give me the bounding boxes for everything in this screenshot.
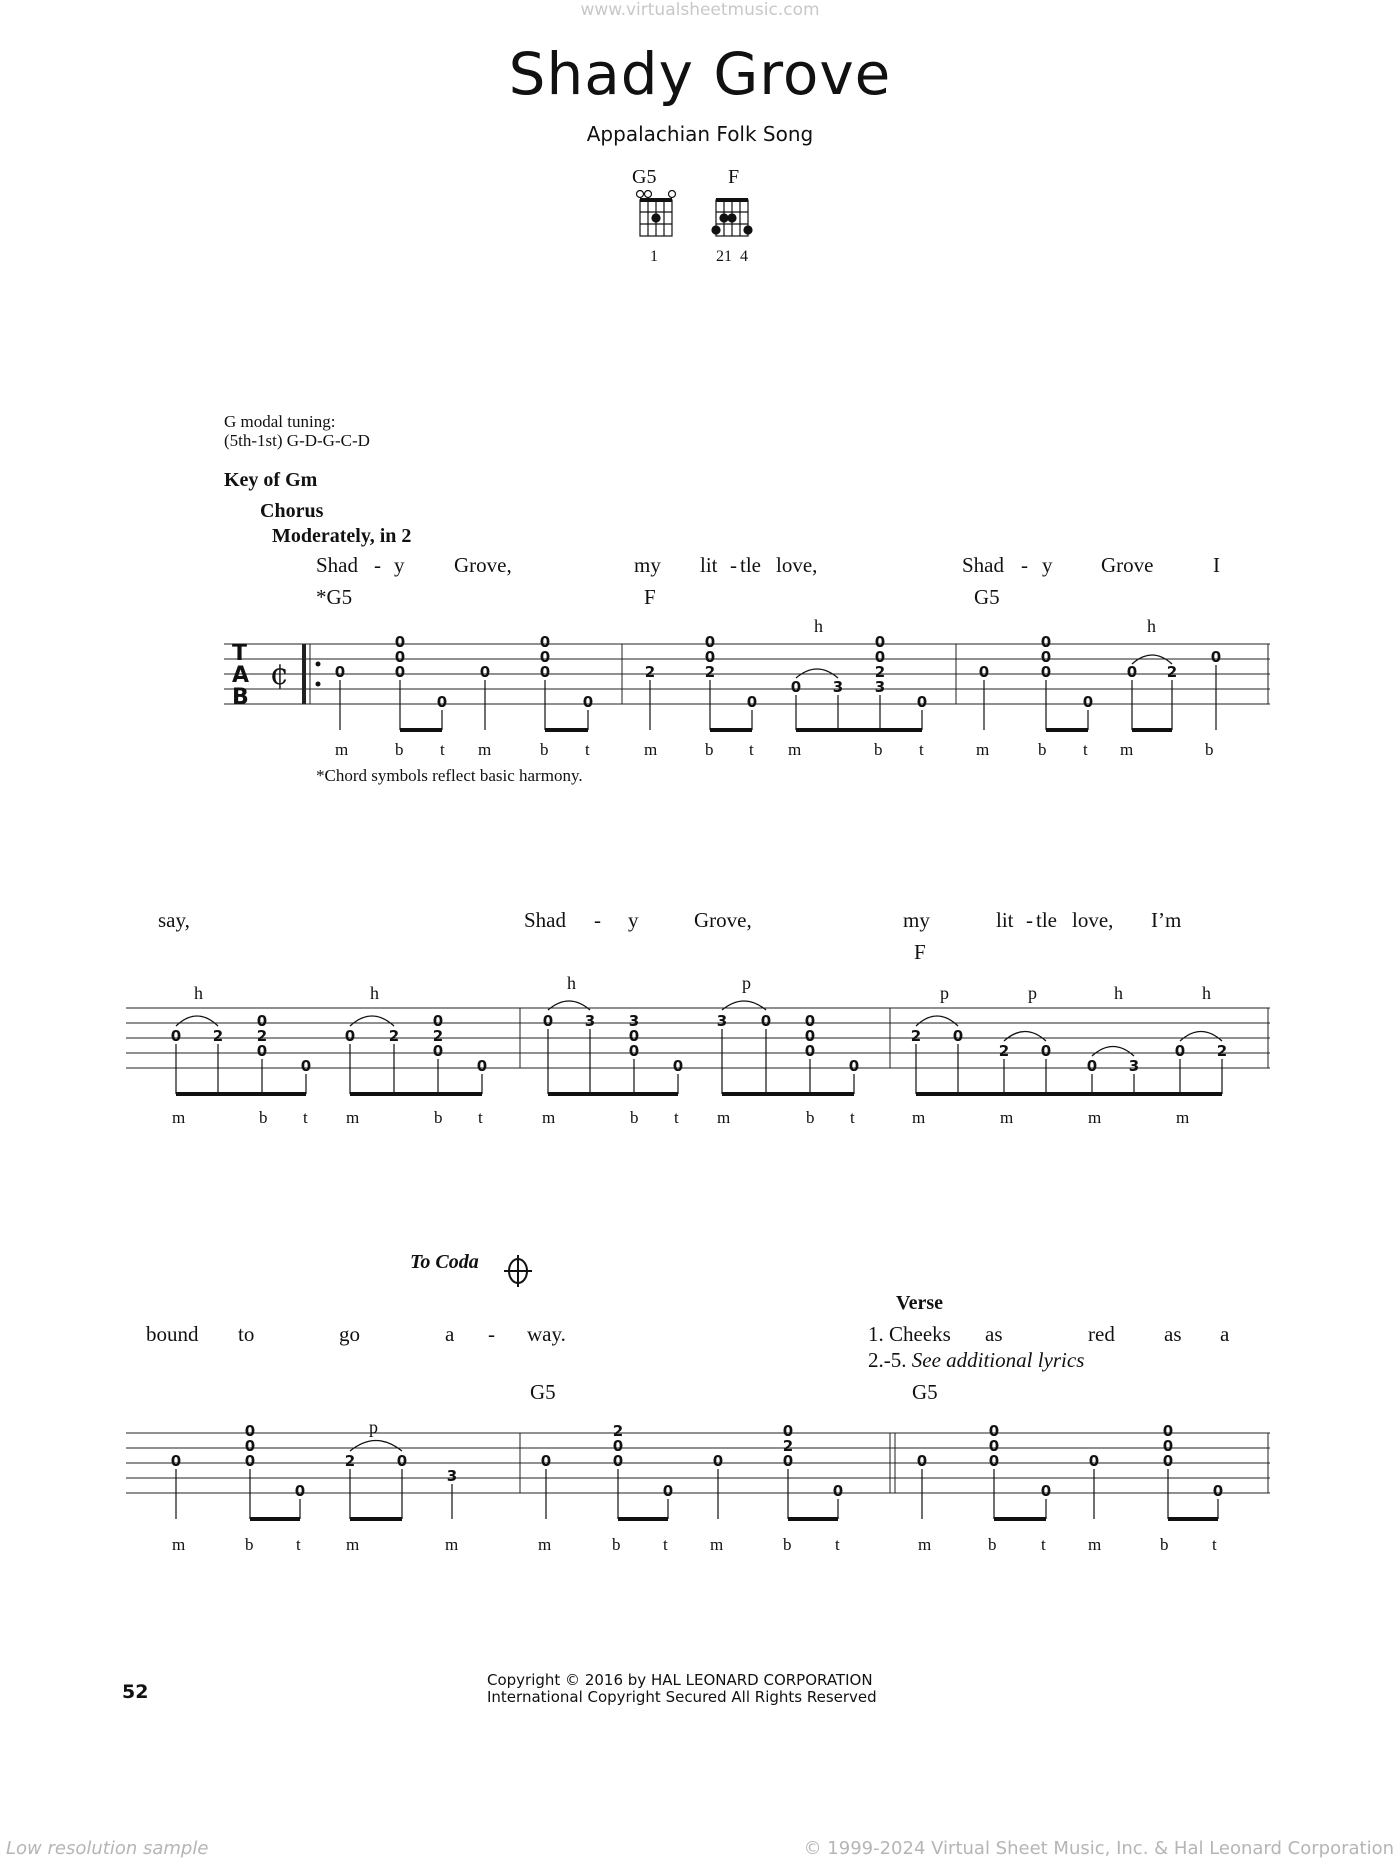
stroke-letter: m [445, 1535, 459, 1554]
page-number: 52 [122, 1681, 149, 1703]
svg-text:0: 0 [704, 633, 716, 651]
watermark-copyright: © 1999-2024 Virtual Sheet Music, Inc. & Hal Leonard Corporation [803, 1838, 1394, 1859]
stroke-letter: b [1160, 1535, 1169, 1554]
tab-clef [232, 641, 249, 710]
lyric-syllable: - [594, 908, 601, 932]
stroke-letter: b [988, 1535, 997, 1554]
chord-symbol: G5 [974, 585, 1000, 609]
svg-text:0: 0 [1210, 648, 1222, 666]
svg-text:0: 0 [436, 693, 448, 711]
stroke-letter: t [919, 740, 924, 759]
stroke-letter: t [440, 740, 445, 759]
chord-diagram-f-name: F [728, 166, 740, 188]
svg-text:0: 0 [1086, 1057, 1098, 1075]
section-verse-label: Verse [896, 1292, 944, 1314]
verse-numbers: 2.-5. [868, 1348, 907, 1372]
see-additional-lyrics: See additional lyrics [911, 1348, 1085, 1372]
chord-footnote: *Chord symbols reflect basic harmony. [316, 766, 583, 785]
stroke-letter: b [245, 1535, 254, 1554]
chord-symbol: *G5 [316, 585, 353, 609]
svg-text:0: 0 [244, 1422, 256, 1440]
slurs-3 [350, 1441, 402, 1452]
copyright-line-1: Copyright © 2016 by HAL LEONARD CORPORATION [487, 1671, 873, 1689]
lyric-syllable: Shad [962, 553, 1004, 577]
svg-text:2: 2 [612, 1422, 624, 1440]
svg-text:0: 0 [874, 648, 886, 666]
svg-text:3: 3 [628, 1012, 640, 1030]
svg-text:2: 2 [910, 1027, 922, 1045]
svg-text:0: 0 [256, 1042, 268, 1060]
stroke-letter: m [542, 1108, 556, 1127]
svg-text:0: 0 [432, 1042, 444, 1060]
stroke-letter: m [976, 740, 990, 759]
chord-diagram-f [712, 200, 752, 236]
stroke-letter: t [749, 740, 754, 759]
stroke-letter: m [346, 1108, 360, 1127]
lyric-syllable: lit [996, 908, 1014, 932]
svg-text:0: 0 [952, 1027, 964, 1045]
lyric-syllable: a [445, 1322, 455, 1346]
pull-off-mark: p [369, 1417, 378, 1437]
stroke-letter: t [585, 740, 590, 759]
stroke-letter: b [783, 1535, 792, 1554]
stroke-letter: b [259, 1108, 268, 1127]
svg-text:0: 0 [582, 693, 594, 711]
svg-text:0: 0 [832, 1482, 844, 1500]
svg-text:2: 2 [388, 1027, 400, 1045]
svg-text:0: 0 [1174, 1042, 1186, 1060]
svg-text:0: 0 [988, 1422, 1000, 1440]
hammer-on-mark: h [1114, 983, 1123, 1003]
svg-text:B: B [232, 685, 249, 710]
svg-text:2: 2 [212, 1027, 224, 1045]
lyric-syllable: - [1021, 553, 1028, 577]
stroke-letter: b [630, 1108, 639, 1127]
svg-text:3: 3 [716, 1012, 728, 1030]
pull-off-mark: p [940, 983, 949, 1003]
lyric-syllable: tle [740, 553, 761, 577]
svg-text:0: 0 [988, 1437, 1000, 1455]
lyric-syllable: Shad [316, 553, 358, 577]
tuning-line-1: G modal tuning: [224, 412, 336, 431]
svg-text:0: 0 [790, 678, 802, 696]
stroke-letter: t [663, 1535, 668, 1554]
stroke-letter: b [806, 1108, 815, 1127]
stroke-letter: m [710, 1535, 724, 1554]
stroke-letter: m [918, 1535, 932, 1554]
stroke-letter: t [296, 1535, 301, 1554]
svg-text:0: 0 [704, 648, 716, 666]
stroke-letter: b [395, 740, 404, 759]
lyric-syllable: - [374, 553, 381, 577]
lyric-syllable: say, [158, 908, 190, 932]
svg-text:3: 3 [1128, 1057, 1140, 1075]
lyric-syllable: as [985, 1322, 1003, 1346]
stroke-letter: m [172, 1108, 186, 1127]
hammer-on-mark: h [1147, 616, 1156, 636]
pull-off-mark: p [1028, 983, 1037, 1003]
lyric-syllable: a [1220, 1322, 1230, 1346]
svg-text:0: 0 [256, 1012, 268, 1030]
svg-text:3: 3 [874, 678, 886, 696]
hammer-on-mark: h [567, 973, 576, 993]
svg-text:0: 0 [760, 1012, 772, 1030]
svg-text:0: 0 [848, 1057, 860, 1075]
song-title: Shady Grove [508, 40, 892, 108]
stroke-letter: t [850, 1108, 855, 1127]
lyric-syllable: y [628, 908, 639, 932]
stroke-letter: t [1212, 1535, 1217, 1554]
svg-text:0: 0 [479, 663, 491, 681]
hammer-on-mark: h [194, 983, 203, 1003]
slurs-2 [176, 1001, 1222, 1056]
copyright-line-2: International Copyright Secured All Rights Reserved [487, 1688, 877, 1706]
svg-text:2: 2 [782, 1437, 794, 1455]
stroke-letter: m [1176, 1108, 1190, 1127]
stroke-letter: m [335, 740, 349, 759]
stroke-letter: b [874, 740, 883, 759]
chord-diagram-g5-name: G5 [632, 166, 657, 188]
svg-text:0: 0 [394, 648, 406, 666]
stroke-letter: m [346, 1535, 360, 1554]
lyric-syllable: - [730, 553, 737, 577]
svg-text:2: 2 [1166, 663, 1178, 681]
chord-symbol: F [914, 940, 926, 964]
svg-text:A: A [232, 663, 250, 688]
stroke-letter: m [1088, 1535, 1102, 1554]
chord-symbol: G5 [530, 1380, 556, 1404]
lyric-syllable: y [394, 553, 405, 577]
lyric-syllable: Grove, [454, 553, 512, 577]
pull-off-mark: p [742, 973, 751, 993]
lyric-syllable: tle [1036, 908, 1057, 932]
svg-text:3: 3 [832, 678, 844, 696]
song-subtitle: Appalachian Folk Song [586, 122, 814, 146]
svg-text:0: 0 [746, 693, 758, 711]
stroke-letter: t [835, 1535, 840, 1554]
lyric-syllable: love, [776, 553, 818, 577]
to-coda-label: To Coda [410, 1251, 479, 1273]
chord-diagram-f-fingering: 21 4 [716, 248, 748, 265]
stroke-letter: b [1205, 740, 1214, 759]
svg-text:0: 0 [170, 1027, 182, 1045]
svg-text:0: 0 [662, 1482, 674, 1500]
lyric-syllable: lit [700, 553, 718, 577]
stroke-letter: m [538, 1535, 552, 1554]
copyright-notice [487, 1672, 877, 1706]
stroke-letter: m [912, 1108, 926, 1127]
svg-text:2: 2 [432, 1027, 444, 1045]
stroke-letter: m [172, 1535, 186, 1554]
svg-text:0: 0 [628, 1042, 640, 1060]
lyric-syllable: I’m [1151, 908, 1182, 932]
svg-text:0: 0 [804, 1042, 816, 1060]
stroke-letter: m [478, 740, 492, 759]
lyric-syllable: my [634, 553, 661, 577]
lyric-syllable: I [1213, 553, 1220, 577]
svg-text:T: T [232, 641, 248, 666]
stems-3 [176, 1469, 1218, 1519]
stroke-letter: m [717, 1108, 731, 1127]
svg-text:0: 0 [300, 1057, 312, 1075]
lyric-syllable: love, [1072, 908, 1114, 932]
tempo-marking: Moderately, in 2 [272, 525, 412, 547]
key-signature-label: Key of Gm [224, 469, 318, 491]
lyric-syllable: Grove, [694, 908, 752, 932]
svg-text:0: 0 [1040, 663, 1052, 681]
hammer-on-mark: h [814, 616, 823, 636]
svg-text:0: 0 [539, 663, 551, 681]
hammer-on-mark: h [370, 983, 379, 1003]
svg-text:0: 0 [916, 693, 928, 711]
stems-2 [176, 1029, 1222, 1094]
svg-text:0: 0 [1040, 633, 1052, 651]
svg-text:0: 0 [432, 1012, 444, 1030]
lyric-syllable: to [238, 1322, 255, 1346]
stroke-letter: t [1083, 740, 1088, 759]
tab-staff-2 [126, 1008, 1270, 1068]
svg-text:0: 0 [988, 1452, 1000, 1470]
svg-text:2: 2 [998, 1042, 1010, 1060]
svg-text:0: 0 [1162, 1452, 1174, 1470]
svg-text:0: 0 [916, 1452, 928, 1470]
svg-text:0: 0 [978, 663, 990, 681]
svg-text:0: 0 [1126, 663, 1138, 681]
svg-text:0: 0 [782, 1452, 794, 1470]
svg-text:0: 0 [712, 1452, 724, 1470]
chord-symbol: G5 [912, 1380, 938, 1404]
lyric-syllable: way. [527, 1322, 566, 1346]
svg-text:2: 2 [644, 663, 656, 681]
watermark-sample: Low resolution sample [6, 1838, 209, 1859]
lyric-syllable: go [339, 1322, 360, 1346]
svg-text:0: 0 [244, 1437, 256, 1455]
svg-text:2: 2 [256, 1027, 268, 1045]
svg-text:0: 0 [394, 633, 406, 651]
chord-diagram-g5-fingering: 1 [650, 248, 658, 265]
lyric-syllable: Shad [524, 908, 566, 932]
svg-text:0: 0 [804, 1027, 816, 1045]
stroke-letter: b [434, 1108, 443, 1127]
svg-text:0: 0 [1040, 648, 1052, 666]
svg-text:0: 0 [396, 1452, 408, 1470]
svg-text:0: 0 [1162, 1422, 1174, 1440]
svg-text:0: 0 [344, 1027, 356, 1045]
svg-text:0: 0 [540, 1452, 552, 1470]
svg-text:0: 0 [394, 663, 406, 681]
tab-fret-numbers-2 [171, 1012, 1227, 1075]
coda-icon [504, 1255, 532, 1287]
svg-text:0: 0 [244, 1452, 256, 1470]
svg-text:0: 0 [628, 1027, 640, 1045]
lyric-syllable: - [1026, 908, 1033, 932]
svg-text:0: 0 [1040, 1042, 1052, 1060]
svg-text:3: 3 [446, 1467, 458, 1485]
tab-fret-numbers-3 [171, 1422, 1223, 1500]
svg-text:2: 2 [344, 1452, 356, 1470]
svg-text:0: 0 [612, 1437, 624, 1455]
svg-text:0: 0 [294, 1482, 306, 1500]
stroke-letter: m [788, 740, 802, 759]
stroke-letter: m [1088, 1108, 1102, 1127]
svg-text:0: 0 [1212, 1482, 1224, 1500]
svg-text:0: 0 [1088, 1452, 1100, 1470]
stroke-letter: t [1041, 1535, 1046, 1554]
svg-text:0: 0 [1082, 693, 1094, 711]
chord-diagram-g5 [637, 191, 676, 237]
lyric-syllable: - [488, 1322, 495, 1346]
stroke-letter: m [1000, 1108, 1014, 1127]
hammer-on-mark: h [1202, 983, 1211, 1003]
svg-text:0: 0 [170, 1452, 182, 1470]
svg-text:0: 0 [1040, 1482, 1052, 1500]
svg-text:2: 2 [874, 663, 886, 681]
svg-text:0: 0 [804, 1012, 816, 1030]
svg-text:0: 0 [672, 1057, 684, 1075]
svg-text:0: 0 [542, 1012, 554, 1030]
stroke-letter: t [303, 1108, 308, 1127]
stroke-letter: b [1038, 740, 1047, 759]
svg-text:2: 2 [1216, 1042, 1228, 1060]
lyric-syllable: my [903, 908, 930, 932]
tab-fret-numbers-1 [335, 633, 1221, 711]
lyric-syllable: y [1042, 553, 1053, 577]
svg-text:0: 0 [1162, 1437, 1174, 1455]
stroke-letter: b [540, 740, 549, 759]
lyric-syllable: red [1088, 1322, 1115, 1346]
stroke-letter: m [644, 740, 658, 759]
svg-text:0: 0 [874, 633, 886, 651]
lyric-syllable: as [1164, 1322, 1182, 1346]
svg-text:0: 0 [334, 663, 346, 681]
svg-text:0: 0 [539, 633, 551, 651]
svg-text:2: 2 [704, 663, 716, 681]
cut-time-symbol: ¢ [270, 657, 290, 692]
svg-text:0: 0 [539, 648, 551, 666]
stroke-letter: m [1120, 740, 1134, 759]
lyric-syllable: 1. Cheeks [868, 1322, 951, 1346]
svg-text:0: 0 [782, 1422, 794, 1440]
tuning-line-2: (5th-1st) G-D-G-C-D [224, 431, 370, 450]
svg-text:0: 0 [612, 1452, 624, 1470]
chord-symbol: F [644, 585, 656, 609]
stroke-letter: t [674, 1108, 679, 1127]
lyric-syllable: bound [146, 1322, 199, 1346]
stroke-letter: b [705, 740, 714, 759]
svg-text:3: 3 [584, 1012, 596, 1030]
section-chorus-label: Chorus [260, 500, 324, 522]
stroke-letter: b [612, 1535, 621, 1554]
lyric-syllable: Grove [1101, 553, 1154, 577]
watermark-url: www.virtualsheetmusic.com [580, 0, 820, 20]
stroke-letter: t [478, 1108, 483, 1127]
svg-text:0: 0 [476, 1057, 488, 1075]
